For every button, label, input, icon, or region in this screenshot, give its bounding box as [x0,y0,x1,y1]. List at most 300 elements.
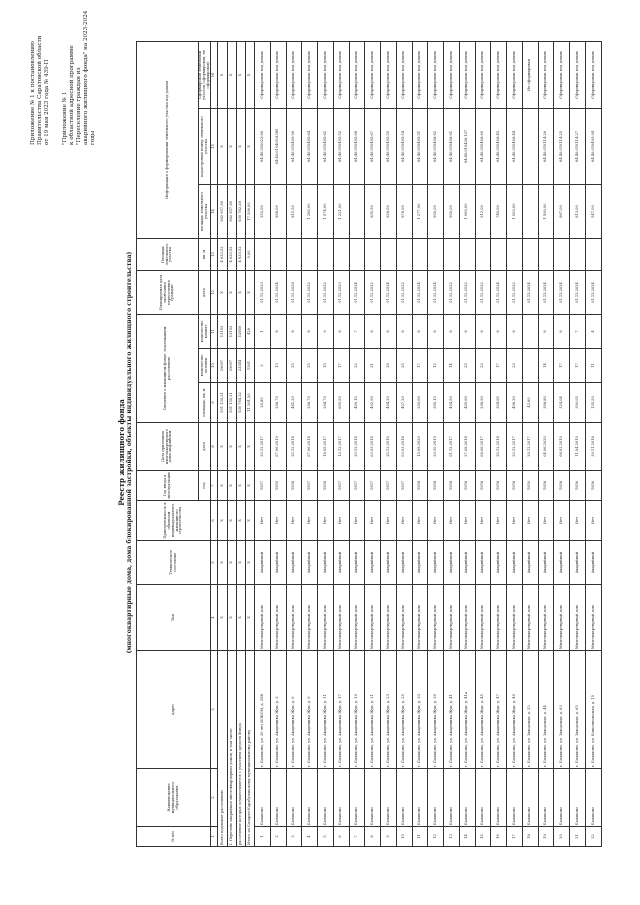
table-cell: 01.12.2022 [459,270,475,314]
table-cell: 1958 [459,471,475,501]
header-line: от 19 мая 2023 года № 439-П [43,59,50,145]
table-cell: 13 [270,349,286,383]
table-cell [444,238,460,270]
table-cell: Аварийный [381,541,397,585]
table-cell: г. Балаково, ул. Академика Жук, д. 41 [444,651,460,769]
table-cell: 64:40:010405:68 [349,108,365,184]
table-cell: г. Балаково, ул. Заводская, д. 65 [570,651,586,769]
table-cell: Многоквартирный дом [538,585,554,651]
table-cell: 1957 [396,471,412,501]
table-cell: 01.12.2022 [318,270,334,314]
table-cell: 27.08.2018 [459,423,475,471]
table-cell: 7 [349,314,365,348]
table-cell: 17 [412,349,428,383]
table-cell: Аварийный [270,541,286,585]
table-cell: Сформирован под домом [286,41,302,108]
table-cell: г. Балаково, ул. Академика Жук, д. 19 [349,651,365,769]
table-cell: 13 [444,827,460,847]
table-cell: 547,00 [585,184,601,238]
summary-cell: X [236,423,245,471]
header-ind-housing: Принадлежность к объектам индивидуального жилищного строительства [137,501,211,541]
subheader-cadastre: кадастровый номер земельного участка [199,108,211,184]
table-cell: 64:40:010114:27 [570,108,586,184]
table-cell: 2 [255,349,271,383]
table-cell: 17 [491,349,507,383]
table-cell: 1 060,00 [459,184,475,238]
table-cell [522,349,538,383]
table-cell: Балаково [554,769,570,827]
table-cell: Многоквартирный дом [365,585,381,651]
table-cell: 01.12.2024 [349,270,365,314]
table-cell: г. Балаково, ул. Заводская, д. 44 [538,651,554,769]
table-cell: Балаково [428,769,444,827]
table-cell: Аварийный [255,541,271,585]
table-row [570,41,586,846]
table-cell: 01.12.2024 [554,270,570,314]
table-cell: Нет [554,501,570,541]
table-cell: Многоквартирный дом [255,585,271,651]
header-tech-state: Техническое состояние [137,541,211,585]
table-cell [349,238,365,270]
summary-cell: X [236,471,245,501]
table-cell: 481,20 [286,383,302,423]
table-cell: 22 [349,349,365,383]
table-cell: Нет [381,501,397,541]
table-cell: Сформирован под домом [302,41,318,108]
table-cell: Аварийный [412,541,428,585]
table-cell: 398,80 [538,383,554,423]
table-cell: 395,10 [428,383,444,423]
table-cell: 298,90 [475,383,491,423]
table-cell: Сформирован под домом [349,41,365,108]
subheader-plot-area: площадь земельного участка [199,184,211,238]
column-number: 1 [211,827,218,847]
table-cell [365,238,381,270]
table-cell: Многоквартирный дом [286,585,302,651]
table-cell: 18.05.2017 [318,423,334,471]
table-cell: Балаково [286,769,302,827]
table-cell: Нет [255,501,271,541]
column-number: 10 [211,349,218,383]
table-cell: Сформирован под домом [475,41,491,108]
table-cell: 64:40:010406:61 [444,108,460,184]
summary-cell: X [236,41,245,108]
appendix-header-2 [62,5,97,145]
table-cell: 01.12.2023 [255,270,271,314]
table-cell [475,238,491,270]
table-cell [585,238,601,270]
header-num: № п/п [137,827,211,847]
table-cell: 13.12.2017 [333,423,349,471]
table-cell: 64:40:010114:25 [554,108,570,184]
table-cell: 01.12.2024 [381,270,397,314]
table-cell: 1957 [255,471,271,501]
table-cell: 07.06.2018 [302,423,318,471]
summary-cell: X [218,423,227,471]
table-cell: 5 [318,827,334,847]
table-cell: Нет [286,501,302,541]
table-cell: 878,00 [396,184,412,238]
table-cell [255,238,271,270]
table-cell [302,238,318,270]
table-cell: 64:40:010405:62 [318,108,334,184]
table-cell: 25.12.2016 [381,423,397,471]
table-cell: Сформирован под домом [270,41,286,108]
table-cell: 8 [412,314,428,348]
table-cell: г. Балаково, ул. Заводская, д. 22 [522,651,538,769]
table-cell: Многоквартирный дом [270,585,286,651]
table-cell: Аварийный [365,541,381,585]
table-cell: 03.03.2018 [365,423,381,471]
table-cell: Сформирован под домом [365,41,381,108]
table-cell: Балаково [302,769,318,827]
table-cell: 8 [365,314,381,348]
table-cell: 20.12.2018 [349,423,365,471]
table-cell: Нет [349,501,365,541]
table-cell [570,238,586,270]
summary-cell: 982 957,38 [227,184,236,238]
table-cell: 64:40:010406:45 [491,108,507,184]
table-cell: 402,90 [365,383,381,423]
table-cell: 64:40:010409:06 [286,108,302,184]
table-cell: Нет [570,501,586,541]
table-cell: 405,60 [459,383,475,423]
table-cell: 909,00 [428,184,444,238]
table-cell: Сформирован под домом [318,41,334,108]
subheader-area: площадь, кв. м [199,383,211,423]
table-cell: 30.11.2018 [585,423,601,471]
table-cell: 1958 [412,471,428,501]
column-number: 2 [211,769,218,827]
table-cell: 25 [286,349,302,383]
summary-cell: X [245,41,254,108]
summary-cell: X [245,585,254,651]
table-cell: 605,50 [333,383,349,423]
summary-cell: X [218,41,227,108]
table-cell: 21 [570,827,586,847]
header-commission-year: Год ввода в эксплуатацию [137,471,199,501]
table-cell: Многоквартирный дом [475,585,491,651]
table-cell: 1958 [475,471,491,501]
column-number: 8 [211,423,218,471]
table-cell: г. Балаково, ул. Академика Жук, д. 39 [428,651,444,769]
table-row [522,41,538,846]
table-cell: 14 [459,827,475,847]
column-number: 14 [211,184,218,238]
table-cell: 1 277,00 [412,184,428,238]
header-emergency-date: Дата признания многоквартирного дома аварийным [137,423,199,471]
table-cell: Многоквартирный дом [333,585,349,651]
table-cell: Балаково [270,769,286,827]
table-cell: 1958 [507,471,523,501]
table-cell: 912,00 [475,184,491,238]
table-cell: Балаково [349,769,365,827]
table-cell: 9 [381,827,397,847]
table-cell: 20.12.2017 [255,423,271,471]
table-cell: 25 [459,349,475,383]
table-cell: Балаково [255,769,271,827]
table-row [428,41,444,846]
table-cell: 14 [538,349,554,383]
column-number: 9 [211,383,218,423]
summary-cell: X [227,541,236,585]
table-cell: 294,70 [318,383,334,423]
table-row [255,41,271,846]
table-row [318,41,334,846]
table-cell: 8 [554,314,570,348]
table-cell [428,238,444,270]
table-cell: Многоквартирный дом [302,585,318,651]
table-cell: Балаково [491,769,507,827]
appendix-header-1 [30,5,51,145]
table-cell: Аварийный [428,541,444,585]
table-cell: 4 [302,827,318,847]
table-cell: Многоквартирный дом [396,585,412,651]
table-cell: Балаково [538,769,554,827]
table-row [475,41,491,846]
table-cell: 1 280,00 [302,184,318,238]
table-cell: Нет [522,501,538,541]
table-cell [396,238,412,270]
table-cell: г. Балаково, ул. 30 лет ВЛКСМ, д. 25В [255,651,271,769]
table-cell: Нет [475,501,491,541]
summary-cell: 551 139,21 [218,383,227,423]
table-cell: Нет [333,501,349,541]
header-line: аварийного жилищного фонда" на 2023-2024 годы [82,10,96,145]
table-cell: Аварийный [396,541,412,585]
table-cell: 04.06.2020 [538,423,554,471]
table-cell: г. Балаково, ул. Комсомольская, д. 15 [585,651,601,769]
table-cell: Многоквартирный дом [444,585,460,651]
table-row [286,41,302,846]
table-cell: 01.12.2024 [538,270,554,314]
table-cell: Нет [396,501,412,541]
table-cell: 304,65 [491,383,507,423]
table-cell: 01.12.2024 [585,270,601,314]
table-cell: 400,10 [349,383,365,423]
table-cell: 15 [475,827,491,847]
table-cell: 135,50 [585,383,601,423]
summary-cell: X [245,501,254,541]
table-cell: 898,00 [270,184,286,238]
table-cell: Балаково [412,769,428,827]
table-cell: 20.10.2019 [428,423,444,471]
table-cell: 01.12.2024 [491,270,507,314]
table-cell: 21 [365,349,381,383]
table-cell: 1958 [428,471,444,501]
table-cell: 8 [444,314,460,348]
table-cell: г. Балаково, ул. Заводская, д. 63 [554,651,570,769]
table-cell: Сформирован под домом [412,41,428,108]
summary-cell: X [236,108,245,184]
table-cell: Многоквартирный дом [522,585,538,651]
table-cell: Многоквартирный дом [318,585,334,651]
summary-cell: 23344 [236,349,245,383]
table-cell: 253,00 [255,184,271,238]
summary-cell: X [227,585,236,651]
summary-cell: 11 281,30 [245,383,254,423]
table-cell: Не сформирован [522,41,538,108]
table-cell: 01.12.2017 [444,423,460,471]
table-cell: 1 [255,314,271,348]
table-cell: 8 [428,314,444,348]
table-cell: 8 [270,314,286,348]
table-cell: 20.12.2017 [522,423,538,471]
summary-cell: X [218,471,227,501]
table-cell: 8 [365,827,381,847]
header-line: Правительства Саратовской области [36,35,43,145]
table-cell [522,108,538,184]
table-cell: 22 [475,349,491,383]
table-cell: Аварийный [522,541,538,585]
table-cell [522,238,538,270]
table-cell: Многоквартирный дом [381,585,397,651]
subheader-rooms: количество комнат [199,314,211,348]
summary-cell: 4 633,52 [236,238,245,270]
table-cell: Аварийный [349,541,365,585]
table-cell: Балаково [585,769,601,827]
table-cell: 01.12.2022 [444,270,460,314]
table-cell: г. Балаково, ул. Академика Жук, д. 17 [333,651,349,769]
table-cell: 64:40:010023:66 [255,108,271,184]
table-cell: 01.12.2022 [475,270,491,314]
table-cell: 1 221,00 [333,184,349,238]
table-cell: 404,20 [381,383,397,423]
table-cell: 298,70 [302,383,318,423]
table-cell: г. Балаково, ул. Академика Жук, д. 23 [381,651,397,769]
table-cell: 8 [538,314,554,348]
table-cell: Аварийный [554,541,570,585]
table-cell: 01.12.2022 [507,270,523,314]
table-cell: 01.12.2022 [365,270,381,314]
summary-label: Итого по Базарно-Карабулакскому муниципальному району [245,651,254,847]
column-numbers-row [211,41,218,846]
summary-cell: 29697 [227,349,236,383]
table-row [381,41,397,846]
table-cell: 408,20 [507,383,523,423]
column-number: 13 [211,238,218,270]
table-cell: 200,60 [412,383,428,423]
table-cell: Аварийный [318,541,334,585]
table-cell: 25.12.2018 [491,423,507,471]
table-cell: 64:40:010405:64 [302,108,318,184]
housing-registry-table [136,41,602,847]
table-cell: 13.08.2020 [412,423,428,471]
table-cell: Сформирован под домом [255,41,271,108]
summary-cell: 29697 [218,349,227,383]
table-cell: 8 [491,314,507,348]
table-row [507,41,523,846]
table-cell: Нет [365,501,381,541]
table-cell: Аварийный [538,541,554,585]
table-cell: 64:40:010406:62 [428,108,444,184]
table-cell: Сформирован под домом [333,41,349,108]
column-number: 16 [211,41,218,108]
column-number: 6 [211,501,218,541]
table-row [459,41,475,846]
summary-cell: 982 957,38 [218,184,227,238]
summary-cell: X [227,423,236,471]
table-cell: Многоквартирный дом [428,585,444,651]
summary-cell: X [236,501,245,541]
table-cell: 2 [270,827,286,847]
table-cell: Нет [412,501,428,541]
table-cell: 18 [522,827,538,847]
table-cell: Нет [491,501,507,541]
summary-cell: X [218,108,227,184]
table-cell: Сформирован под домом [570,41,586,108]
table-cell: г. Балаково, ул. Академика Жук, д. 25 [396,651,412,769]
table-cell: 1956 [585,471,601,501]
table-cell: 300,05 [570,383,586,423]
table-cell: Аварийный [444,541,460,585]
header-municipality: Наименование муниципального образования [137,769,211,827]
table-cell: 1957 [381,471,397,501]
table-cell: 64:40:010405:52 [333,108,349,184]
subheader-year: год [199,471,211,501]
table-cell: г. Балаково, ул. Академика Жук, д. 21 [365,651,381,769]
table-cell: 909,00 [444,184,460,238]
table-cell: Многоквартирный дом [585,585,601,651]
table-cell: 01.12.2022 [302,270,318,314]
table-body [218,41,602,846]
table-cell: 17 [570,349,586,383]
table-cell: 7 [349,827,365,847]
table-cell: 19 [538,827,554,847]
table-cell: 10 [396,827,412,847]
table-row [270,41,286,846]
summary-cell: 530 764,22 [236,383,245,423]
table-cell: 23 [507,349,523,383]
table-cell: 9 [318,314,334,348]
column-number: 3 [211,651,218,769]
column-number: 12 [211,270,218,314]
summary-cell: 12859 [236,314,245,348]
table-cell: Многоквартирный дом [459,585,475,651]
table-cell: 01.12.2024 [412,270,428,314]
table-cell: 298,70 [270,383,286,423]
table-cell: 8 [381,314,397,348]
table-cell: 8 [333,314,349,348]
summary-cell: X [236,541,245,585]
table-cell: 3 [286,827,302,847]
table-cell: 4 [585,314,601,348]
table-cell: Нет [302,501,318,541]
table-cell: 11 [585,349,601,383]
table-cell: 835,50 [365,184,381,238]
summary-cell: X [218,585,227,651]
column-number: 5 [211,541,218,585]
table-cell: 404,50 [444,383,460,423]
table-cell: 64:40:010405:8389 [270,108,286,184]
table-cell: 17 [554,349,570,383]
table-cell: Нет [585,501,601,541]
table-cell: Сформирован под домом [491,41,507,108]
table-cell: 30 [381,349,397,383]
summary-cell: X [227,41,236,108]
table-cell: г. Балаково, ул. Академика Жук, д. 45 [475,651,491,769]
table-cell: 01.12.2023 [333,270,349,314]
table-cell: Аварийный [475,541,491,585]
table-cell: Аварийный [302,541,318,585]
table-cell: 17 [507,827,523,847]
table-cell: Аварийный [570,541,586,585]
table-cell: 08.06.2017 [475,423,491,471]
header-type: Тип [137,585,211,651]
table-cell [412,238,428,270]
header-line: Приложение № 1 к постановлению [30,41,36,145]
table-cell: 7 [570,314,586,348]
